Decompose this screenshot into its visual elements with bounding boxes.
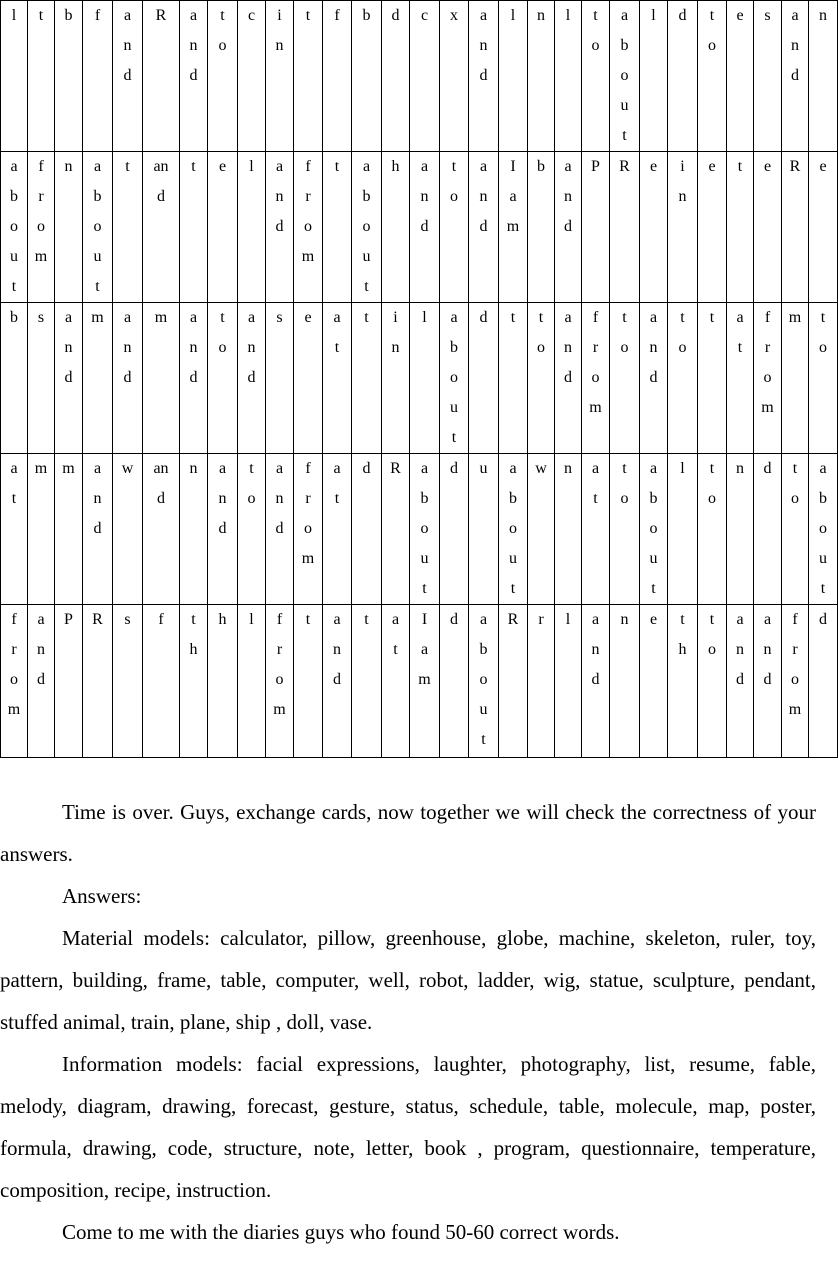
grid-cell: c <box>238 1 266 152</box>
grid-cell: m <box>55 454 83 605</box>
grid-cell: l <box>555 605 582 758</box>
grid-cell: l <box>555 1 582 152</box>
grid-cell: a n d <box>782 1 809 152</box>
grid-cell: e <box>640 152 668 303</box>
grid-cell: a n d <box>180 1 208 152</box>
grid-cell: u <box>469 454 499 605</box>
grid-cell: l <box>1 1 28 152</box>
grid-cell: a b o u t <box>499 454 528 605</box>
grid-cell: a b o u t <box>610 1 640 152</box>
grid-cell: t <box>698 303 727 454</box>
grid-cell: a n d <box>238 303 266 454</box>
grid-cell: a n d <box>582 605 610 758</box>
grid-cell: t o <box>208 1 238 152</box>
grid-cell: a n d <box>113 303 143 454</box>
grid-cell: e <box>698 152 727 303</box>
grid-cell: t o <box>698 1 727 152</box>
grid-cell: n <box>809 1 838 152</box>
grid-cell: a t <box>582 454 610 605</box>
grid-cell: a n d <box>113 1 143 152</box>
grid-cell: f r o m <box>28 152 55 303</box>
grid-cell: e <box>208 152 238 303</box>
grid-cell: a n d <box>323 605 352 758</box>
grid-cell: i n <box>668 152 698 303</box>
grid-cell: t o <box>809 303 838 454</box>
grid-cell: n <box>610 605 640 758</box>
grid-cell: e <box>727 1 754 152</box>
grid-cell: a t <box>382 605 410 758</box>
grid-cell: d <box>440 454 469 605</box>
grid-cell: t <box>28 1 55 152</box>
answer-text <box>0 791 816 1253</box>
grid-cell: t <box>352 303 382 454</box>
grid-cell: a t <box>323 303 352 454</box>
grid-cell: I a m <box>499 152 528 303</box>
grid-cell: t h <box>180 605 208 758</box>
grid-cell: t o <box>668 303 698 454</box>
grid-cell: an d <box>143 152 180 303</box>
grid-cell: f <box>83 1 113 152</box>
grid-cell: h <box>208 605 238 758</box>
grid-cell: t o <box>610 303 640 454</box>
grid-cell: a n d <box>410 152 440 303</box>
grid-row <box>1 152 838 303</box>
grid-cell: R <box>83 605 113 758</box>
grid-cell: n <box>555 454 582 605</box>
grid-cell: e <box>754 152 782 303</box>
grid-cell: r <box>528 605 555 758</box>
grid-cell: a n d <box>640 303 668 454</box>
grid-row <box>1 1 838 152</box>
grid-cell: t o <box>698 605 727 758</box>
grid-cell: a n d <box>83 454 113 605</box>
grid-cell: t <box>294 605 323 758</box>
grid-cell: a n d <box>208 454 238 605</box>
grid-cell: f <box>323 1 352 152</box>
grid-cell: d <box>352 454 382 605</box>
grid-cell: l <box>640 1 668 152</box>
grid-cell: R <box>143 1 180 152</box>
grid-cell: a n d <box>55 303 83 454</box>
grid-cell: f r o m <box>582 303 610 454</box>
grid-cell: t <box>180 152 208 303</box>
grid-cell: b <box>528 152 555 303</box>
grid-cell: n <box>180 454 208 605</box>
grid-cell: l <box>238 152 266 303</box>
grid-cell: a n d <box>28 605 55 758</box>
grid-cell: i n <box>266 1 294 152</box>
grid-cell: m <box>28 454 55 605</box>
grid-cell: f r o m <box>1 605 28 758</box>
grid-cell: t h <box>668 605 698 758</box>
grid-cell: I a m <box>410 605 440 758</box>
grid-cell: i n <box>382 303 410 454</box>
grid-cell: a n d <box>727 605 754 758</box>
grid-cell: s <box>28 303 55 454</box>
grid-cell: R <box>610 152 640 303</box>
grid-cell: t o <box>238 454 266 605</box>
grid-cell: d <box>754 454 782 605</box>
paragraph-closing: Come to me with the diaries guys who found 50-60 correct words. <box>62 1220 620 1244</box>
grid-cell: a n d <box>555 152 582 303</box>
grid-cell: c <box>410 1 440 152</box>
grid-cell: e <box>809 152 838 303</box>
grid-cell: n <box>55 152 83 303</box>
grid-cell: t o <box>440 152 469 303</box>
grid-cell: R <box>499 605 528 758</box>
grid-cell: t o <box>782 454 809 605</box>
grid-cell: w <box>528 454 555 605</box>
grid-cell: P <box>55 605 83 758</box>
grid-cell: a n d <box>180 303 208 454</box>
grid-row <box>1 303 838 454</box>
grid-cell: b <box>55 1 83 152</box>
grid-cell: an d <box>143 454 180 605</box>
grid-cell: a b o u t <box>640 454 668 605</box>
grid-cell: h <box>382 152 410 303</box>
grid-cell: t o <box>208 303 238 454</box>
paragraph-information-models: Information models: facial expressions, laughter, photography, list, resume, fable, melody, diagram, drawing, forecast, gesture, status, schedule, table, molecule, map, poster, formula, drawing, code, structure, note, letter, book , program, questionnaire, temperature, composition, recipe, instruction. <box>0 1052 816 1202</box>
grid-cell: a b o u t <box>352 152 382 303</box>
grid-cell: m <box>782 303 809 454</box>
grid-cell: d <box>809 605 838 758</box>
grid-cell: e <box>294 303 323 454</box>
grid-cell: a t <box>1 454 28 605</box>
grid-cell: t <box>727 152 754 303</box>
paragraph-intro: Time is over. Guys, exchange cards, now together we will check the correctness of your answers. <box>0 800 816 866</box>
grid-cell: b <box>352 1 382 152</box>
grid-cell: f <box>143 605 180 758</box>
grid-cell: l <box>410 303 440 454</box>
grid-cell: d <box>440 605 469 758</box>
grid-cell: a n d <box>469 1 499 152</box>
grid-cell: f r o m <box>782 605 809 758</box>
grid-cell: a t <box>323 454 352 605</box>
grid-cell: a n d <box>555 303 582 454</box>
grid-cell: t o <box>698 454 727 605</box>
grid-cell: t <box>294 1 323 152</box>
grid-cell: l <box>668 454 698 605</box>
grid-cell: w <box>113 454 143 605</box>
grid-cell: t <box>499 303 528 454</box>
grid-cell: e <box>640 605 668 758</box>
grid-cell: a b o u t <box>440 303 469 454</box>
grid-cell: a b o u t <box>1 152 28 303</box>
grid-cell: f r o m <box>266 605 294 758</box>
grid-cell: t <box>352 605 382 758</box>
grid-cell: a b o u t <box>410 454 440 605</box>
paragraph-answers-heading: Answers: <box>62 884 142 908</box>
grid-cell: n <box>727 454 754 605</box>
grid-cell: a b o u t <box>469 605 499 758</box>
grid-row <box>1 605 838 758</box>
grid-cell: a n d <box>266 152 294 303</box>
grid-cell: a b o u t <box>83 152 113 303</box>
grid-cell: s <box>754 1 782 152</box>
grid-cell: d <box>668 1 698 152</box>
grid-cell: t <box>323 152 352 303</box>
grid-cell: a n d <box>266 454 294 605</box>
grid-cell: d <box>469 303 499 454</box>
grid-cell: l <box>238 605 266 758</box>
grid-cell: d <box>382 1 410 152</box>
grid-cell: R <box>382 454 410 605</box>
grid-cell: t o <box>582 1 610 152</box>
paragraph-material-models: Material models: calculator, pillow, greenhouse, globe, machine, skeleton, ruler, toy, pattern, building, frame, table, computer, well, robot, ladder, wig, statue, sculpture, pendant, stuffed animal, train, plane, ship , doll, vase. <box>0 926 816 1034</box>
grid-cell: a n d <box>469 152 499 303</box>
grid-cell: m <box>143 303 180 454</box>
grid-cell: s <box>266 303 294 454</box>
grid-cell: a b o u t <box>809 454 838 605</box>
grid-cell: R <box>782 152 809 303</box>
grid-cell: m <box>83 303 113 454</box>
grid-cell: t o <box>528 303 555 454</box>
grid-cell: x <box>440 1 469 152</box>
grid-cell: a t <box>727 303 754 454</box>
grid-cell: l <box>499 1 528 152</box>
grid-cell: f r o m <box>294 152 323 303</box>
grid-cell: f r o m <box>754 303 782 454</box>
grid-cell: t o <box>610 454 640 605</box>
grid-cell: f r o m <box>294 454 323 605</box>
grid-cell: t <box>113 152 143 303</box>
grid-cell: P <box>582 152 610 303</box>
grid-cell: a n d <box>754 605 782 758</box>
grid-cell: n <box>528 1 555 152</box>
grid-row <box>1 454 838 605</box>
grid-cell: s <box>113 605 143 758</box>
grid-cell: b <box>1 303 28 454</box>
